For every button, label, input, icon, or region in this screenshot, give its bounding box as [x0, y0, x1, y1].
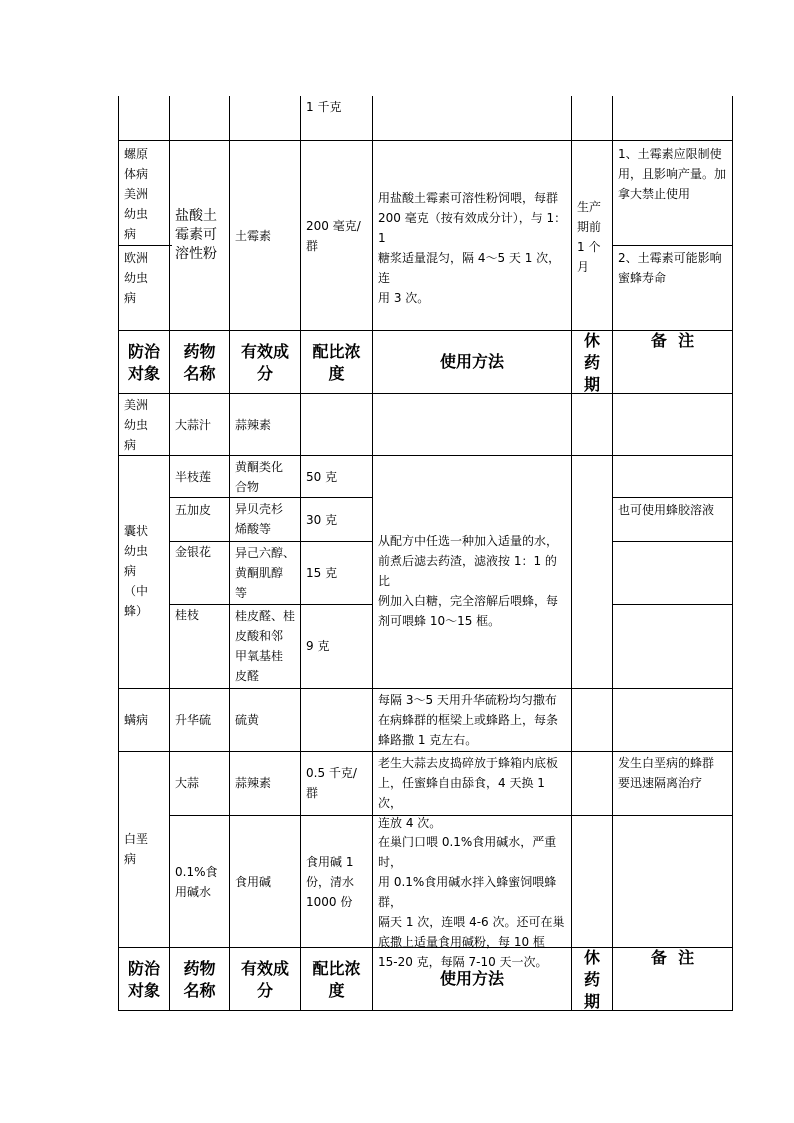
- ingredient-cell: 土霉素: [235, 229, 272, 243]
- ingredient-cell: 异己六醇、 黄酮肌醇 等: [235, 546, 296, 600]
- table-rule: [612, 96, 613, 1011]
- ratio-cell: 200 毫克/ 群: [306, 219, 361, 253]
- table-rule: [118, 688, 732, 689]
- table-rule: [300, 96, 301, 1011]
- table-rule: [118, 751, 732, 752]
- header-ratio: 配比浓 度: [312, 959, 361, 1000]
- target-cell: 白垩 病: [124, 832, 149, 866]
- method-cell: 从配方中任选一种加入适量的水， 前煮后滤去药渣，滤液按 1：1 的比 例加入白糖，完全溶解后喂蜂，每 剂可喂蜂 10～15 框。: [378, 534, 559, 628]
- ratio-cell: 15 克: [306, 566, 338, 580]
- header-target: 防治 对象: [127, 959, 160, 1000]
- header-drug: 药物 名称: [183, 959, 216, 1000]
- header-withdrawal: 休 药 期: [583, 948, 600, 1011]
- ratio-cell: 0.5 千克/ 群: [306, 766, 357, 800]
- ingredient-cell: 食用碱: [235, 875, 272, 889]
- ingredient-cell: 异贝壳杉 烯酸等: [235, 502, 284, 536]
- table-rule: [118, 393, 732, 394]
- table-rule: [169, 497, 372, 498]
- header-remark: 备 注: [650, 331, 695, 350]
- header-remark: 备 注: [650, 948, 695, 967]
- table-rule: [613, 497, 732, 498]
- method-cell: 在巢门口喂 0.1%食用碱水，严重时， 用 0.1%食用碱水拌入蜂蜜饲喂蜂群， 隔天 1 次，连喂 4-6 次。还可在巢 底撒上适量食用碱粉，每 10 框 15-20 克，每隔 7-10 天一次。: [378, 835, 565, 969]
- ingredient-cell: 蒜辣素: [235, 776, 272, 790]
- table-rule: [118, 1010, 732, 1011]
- ratio-cell: 50 克: [306, 470, 338, 484]
- table-rule: [118, 455, 732, 456]
- drug-cell: 大蒜: [175, 776, 200, 790]
- header-ingredient: 有效成 分: [240, 959, 289, 1000]
- drug-cell: 盐酸土 霉素可 溶性粉: [175, 208, 217, 262]
- table-rule: [732, 96, 733, 1011]
- ratio-cell: 1 千克: [306, 100, 342, 114]
- ingredient-cell: 蒜辣素: [235, 418, 272, 432]
- target-cell: 欧洲 幼虫 病: [124, 251, 149, 305]
- remark-cell: 2、土霉素可能影响 蜜蜂寿命: [618, 251, 722, 285]
- table-rule: [169, 96, 170, 1011]
- table-rule: [229, 96, 230, 1011]
- table-rule: [118, 245, 172, 246]
- table-rule: [169, 604, 372, 605]
- table-rule: [372, 96, 373, 1011]
- drug-cell: 桂枝: [175, 608, 200, 622]
- method-cell: 每隔 3～5 天用升华硫粉均匀撒布 在病蜂群的框梁上或蜂路上，每条 蜂路撒 1 克左右。: [378, 693, 559, 747]
- ratio-cell: 30 克: [306, 513, 338, 527]
- method-cell: 用盐酸土霉素可溶性粉饲喂，每群 200 毫克（按有效成分计），与 1：1 糖浆适量混匀，隔 4～5 天 1 次，连 用 3 次。: [378, 191, 567, 305]
- withdrawal-cell: 生产 期前 1 个 月: [577, 200, 602, 274]
- ingredient-cell: 桂皮醛、桂 皮酸和邻 甲氧基桂 皮醛: [235, 609, 296, 683]
- ingredient-cell: 硫黄: [235, 713, 260, 727]
- remark-cell: 1、土霉素应限制使 用，且影响产量。加 拿大禁止使用: [618, 147, 727, 201]
- table-rule: [613, 245, 732, 246]
- drug-cell: 金银花: [175, 545, 212, 559]
- target-cell: 囊状 幼虫 病 （中 蜂）: [124, 524, 149, 618]
- target-cell: 螨病: [124, 713, 149, 727]
- header-withdrawal: 休 药 期: [583, 331, 600, 394]
- header-method: 使用方法: [439, 969, 504, 988]
- drug-cell: 0.1%食 用碱水: [175, 865, 218, 899]
- table-rule: [118, 96, 119, 1011]
- table-rule: [613, 541, 732, 542]
- header-drug: 药物 名称: [183, 342, 216, 383]
- ratio-cell: 食用碱 1 份，清水 1000 份: [306, 855, 355, 909]
- header-method: 使用方法: [439, 352, 504, 371]
- ingredient-cell: 黄酮类化 合物: [235, 460, 284, 494]
- target-cell: 美洲 幼虫 病: [124, 398, 149, 452]
- drug-cell: 半枝莲: [175, 470, 212, 484]
- target-cell: 螺原 体病 美洲 幼虫 病: [124, 147, 149, 241]
- drug-cell: 五加皮: [175, 503, 212, 517]
- header-ingredient: 有效成 分: [240, 342, 289, 383]
- method-cell: 老生大蒜去皮捣碎放于蜂箱内底板 上，任蜜蜂自由舔食，4 天换 1 次， 连放 4 次。: [378, 756, 559, 830]
- table-rule: [571, 96, 572, 1011]
- remark-cell: 也可使用蜂胶溶液: [618, 503, 715, 517]
- ratio-cell: 9 克: [306, 639, 330, 653]
- drug-cell: 升华硫: [175, 713, 212, 727]
- table-rule: [118, 140, 732, 141]
- drug-cell: 大蒜汁: [175, 418, 212, 432]
- remark-cell: 发生白垩病的蜂群 要迅速隔离治疗: [618, 756, 715, 790]
- header-target: 防治 对象: [127, 342, 160, 383]
- header-ratio: 配比浓 度: [312, 342, 361, 383]
- table-rule: [613, 604, 732, 605]
